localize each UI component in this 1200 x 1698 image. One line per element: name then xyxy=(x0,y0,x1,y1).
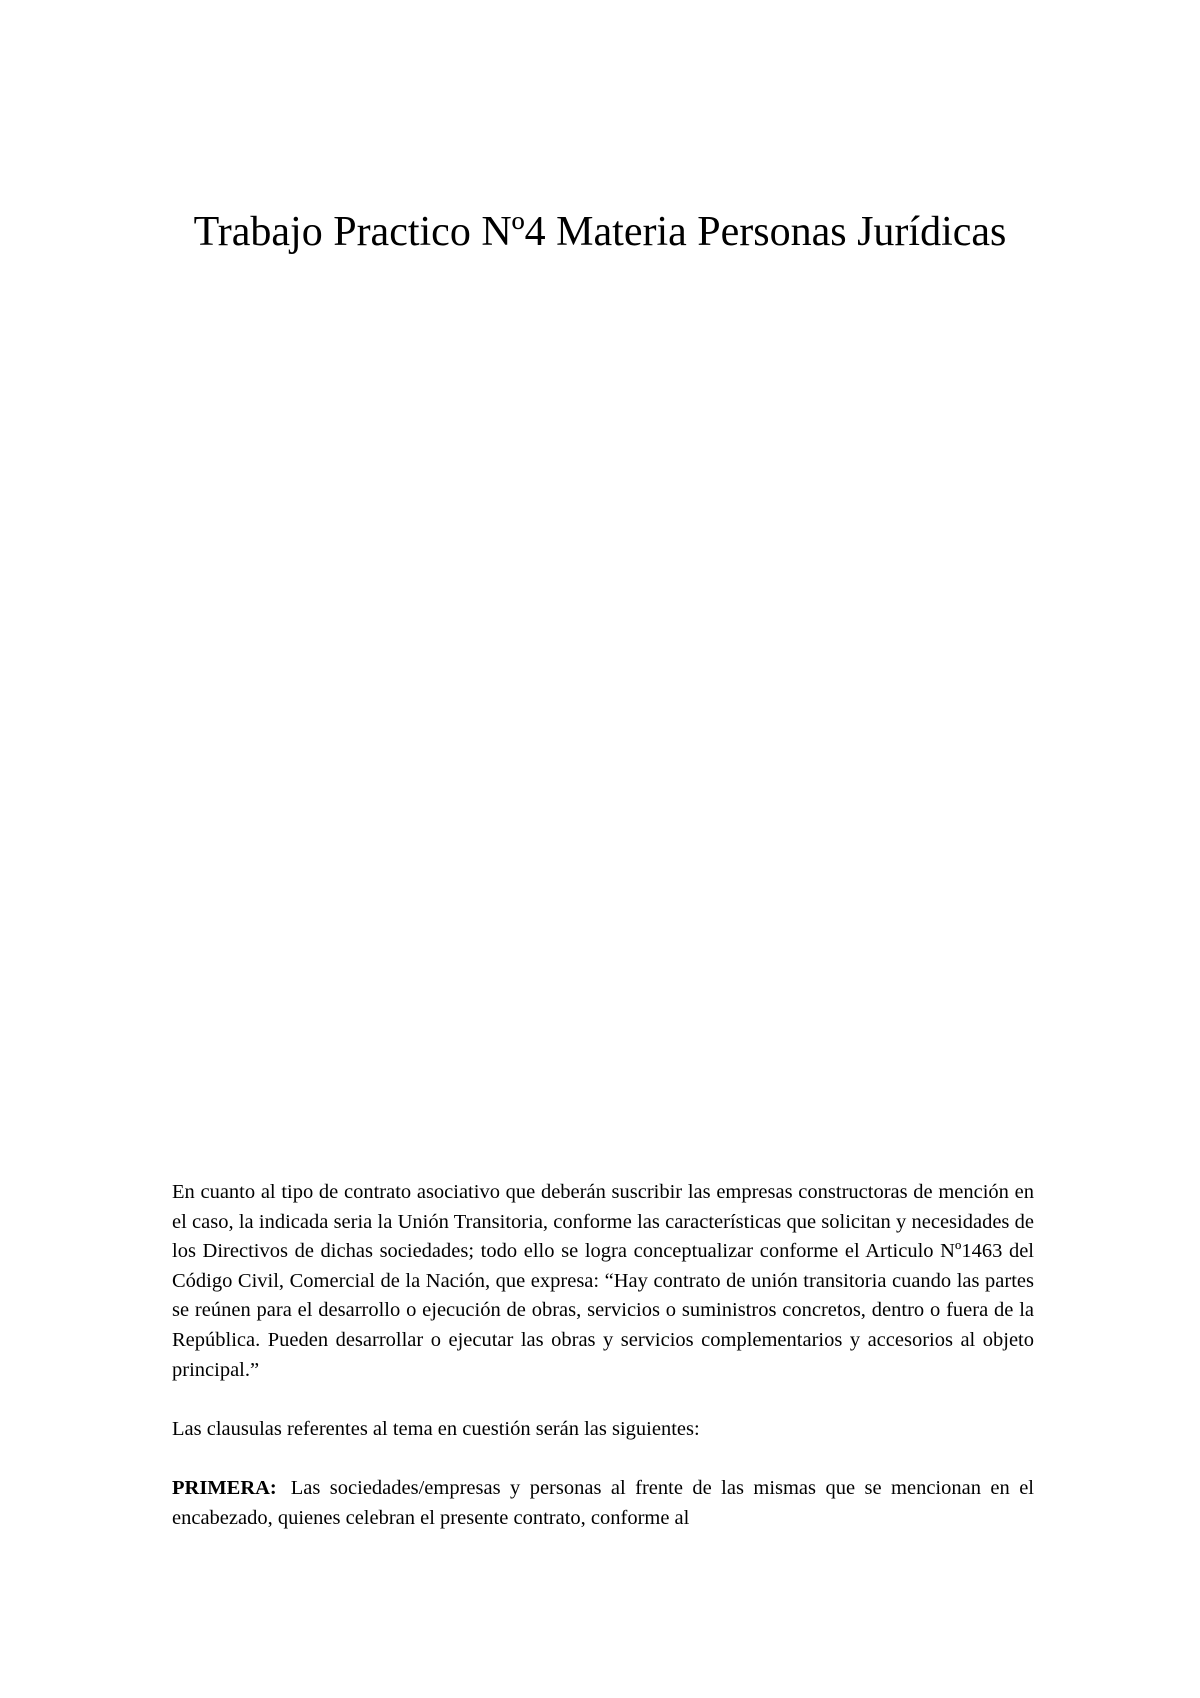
paragraph-clauses-intro: Las clausulas referentes al tema en cuestión serán las siguientes: xyxy=(172,1417,700,1440)
paragraph-intro: En cuanto al tipo de contrato asociativo que deberán suscribir las empresas constructoras de mención en el caso, la indicada seria la Unión Transitoria, conforme las características que solicitan y necesidades de los Directivos de dichas sociedades; todo ello se logra conceptualizar conforme el Articulo Nº1463 del Código Civil, Comercial de la Nación, que expresa: “Hay contrato de unión transitoria cuando las partes se reúnen para el desarrollo o ejecución de obras, servicios o suministros concretos, dentro o fuera de la República. Pueden desarrollar o ejecutar las obras y servicios complementarios y accesorios al objeto principal.” xyxy=(172,1181,1034,1381)
document-body xyxy=(172,1178,1034,1533)
clause-label: PRIMERA: xyxy=(172,1476,277,1499)
clause-text: Las sociedades/empresas y personas al frente de las mismas que se mencionan en el encabezado, quienes celebran el presente contrato, conforme al xyxy=(172,1476,1034,1529)
clause-primera xyxy=(172,1474,1034,1533)
page-title: Trabajo Practico Nº4 Materia Personas Jurídicas xyxy=(193,209,1007,255)
